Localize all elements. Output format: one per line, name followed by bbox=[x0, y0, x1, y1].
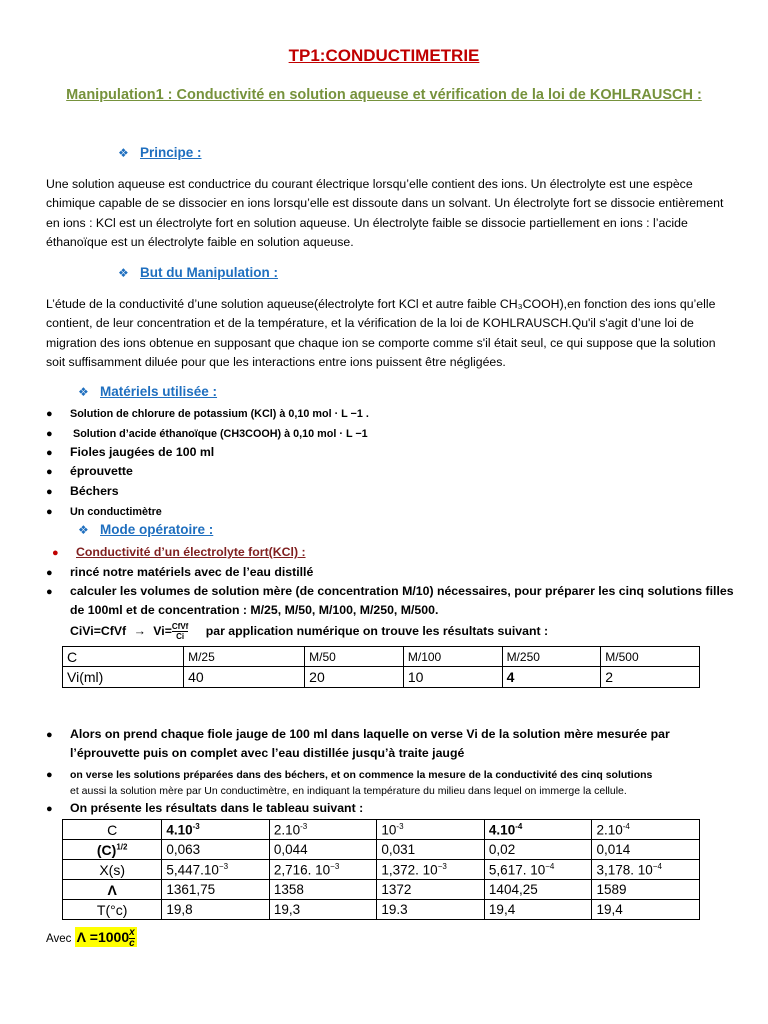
dilution-formula: CiVi=CfVf → Vi= CfVf Ci par application numérique on trouve les résultats suivant : bbox=[70, 622, 549, 641]
bullet-icon: ● bbox=[46, 466, 53, 478]
diamond-bullet-icon: ❖ bbox=[118, 266, 129, 280]
list-item-continuation: l’éprouvette puis on complet avec l’eau distillée jusqu’à traite jaugé bbox=[70, 746, 465, 760]
results-table bbox=[62, 819, 700, 920]
list-item: ● Solution d’acide éthanoïque (CH3COOH) à 0,10 mol · L −1 bbox=[46, 426, 368, 443]
list-item-continuation: de 100ml et de concentration : M/25, M/50, M/100, M/250, M/500. bbox=[70, 603, 439, 617]
bullet-icon: ● bbox=[46, 408, 53, 420]
arrow-icon: → bbox=[133, 623, 146, 638]
list-item: ● éprouvette bbox=[46, 463, 133, 481]
but-heading: ❖ But du Manipulation : bbox=[118, 265, 278, 280]
volumes-table bbox=[62, 646, 700, 688]
list-item: ● on verse les solutions préparées dans des béchers, et on commence la mesure de la conductivité des cinq solutions bbox=[46, 766, 652, 784]
bullet-icon: ● bbox=[46, 428, 53, 440]
list-item: ● Un conductimètre bbox=[46, 504, 162, 521]
mode-subheading: ● Conductivité d’un électrolyte fort(KCl) : bbox=[52, 544, 306, 562]
table-row: C $4.10^{-3}$ $2.10^{-3}$ $10^{-3}$ $4.10^{-4}$ $2.10^{-4}$ bbox=[63, 820, 700, 840]
list-item: ● Alors on prend chaque fiole jauge de 100 ml dans laquelle on verse Vi de la solution mère mesurée par bbox=[46, 726, 670, 744]
list-item: ● Fioles jaugées de 100 ml bbox=[46, 444, 214, 462]
table-row: Λ 1361,75 1358 1372 1404,25 1589 bbox=[63, 880, 700, 900]
fraction: $\frac{x}{c}$ bbox=[129, 927, 135, 949]
page-title: TP1:CONDUCTIMETRIE bbox=[288, 46, 480, 65]
table-row: $(C)^{1/2}$ 0,063 0,044 0,031 0,02 0,014 bbox=[63, 840, 700, 860]
table-row: Vi(ml) 40 20 10 4 2 bbox=[63, 667, 700, 688]
bullet-icon: ● bbox=[46, 567, 53, 579]
table-row: X(s) $5,447.10^{-3}$ 2,716. $10^{-3}$ 1,372. $10^{-3}$ 5,617. $10^{-4}$ 3,178. $10^{-4}$ bbox=[63, 860, 700, 880]
principe-heading: ❖ Principe : bbox=[118, 145, 202, 160]
list-item-continuation: et aussi la solution mère par Un conductimètre, en indiquant la température du milieu dans lequel on immerge la cellule. bbox=[70, 785, 627, 797]
list-item: ● Solution de chlorure de potassium (KCl) à 0,10 mol · L −1 . bbox=[46, 406, 369, 423]
highlighted-formula: Λ =1000 $\frac{x}{c}$ bbox=[76, 927, 135, 949]
diamond-bullet-icon: ❖ bbox=[118, 146, 129, 160]
bullet-icon: ● bbox=[46, 447, 53, 459]
bullet-icon: ● bbox=[46, 729, 53, 741]
table-row: T(°c) 19,8 19,3 19.3 19,4 19,4 bbox=[63, 900, 700, 920]
list-item: ● calculer les volumes de solution mère (de concentration M/10) nécessaires, pour préparer les cinq solutions filles bbox=[46, 583, 734, 601]
list-item: ● On présente les résultats dans le tableau suivant : bbox=[46, 800, 363, 818]
bullet-icon: ● bbox=[46, 769, 53, 781]
bullet-icon: ● bbox=[46, 803, 53, 815]
fraction: CfVf Ci bbox=[171, 622, 189, 641]
lambda-formula: Avec Λ =1000 $\frac{x}{c}$ bbox=[46, 927, 135, 949]
materiels-heading: ❖ Matériels utilisée : bbox=[78, 384, 218, 399]
bullet-icon: ● bbox=[52, 547, 59, 559]
principe-paragraph: Une solution aqueuse est conductrice du courant électrique lorsqu’elle contient des ions. Un électrolyte est une espèce chimique capable de se dissocier en ions lorsqu’elle est dissoute dans un solvant. Un électrolyte fort se dissocie entièrement en ions : KCl est un électrolyte fort en solution aqueuse. Un électrolyte faible se dissocie partiellement en ions : l’acide éthanoïque est un électrolyte faible en solution aqueuse. bbox=[46, 177, 724, 250]
list-item: ● rincé notre matériels avec de l’eau distillé bbox=[46, 564, 313, 582]
diamond-bullet-icon: ❖ bbox=[78, 385, 89, 399]
table-row: C M/25 M/50 M/100 M/250 M/500 bbox=[63, 647, 700, 667]
list-item: ● Béchers bbox=[46, 483, 119, 501]
bullet-icon: ● bbox=[46, 486, 53, 498]
but-paragraph: L’étude de la conductivité d’une solution aqueuse(électrolyte fort KCl et autre faible CH₃COOH),en fonction des ions qu’elle contient, de leur concentration et de la température, et la vérification de la loi de KOHLRAUSCH.Qu'il s'agit d’une loi de migration des ions obtenue en supposant que chaque ion se comporte comme s'il était seul, ce qui suppose que la solution soit suffisamment diluée pour que les interactions entre ions puissent être négligées. bbox=[46, 297, 716, 370]
diamond-bullet-icon: ❖ bbox=[78, 523, 89, 537]
manipulation-subtitle: Manipulation1 : Conductivité en solution aqueuse et vérification de la loi de KOHLRAUSCH : bbox=[66, 87, 702, 103]
mode-heading: ❖ Mode opératoire : bbox=[78, 522, 214, 537]
bullet-icon: ● bbox=[46, 586, 53, 598]
bullet-icon: ● bbox=[46, 506, 53, 518]
